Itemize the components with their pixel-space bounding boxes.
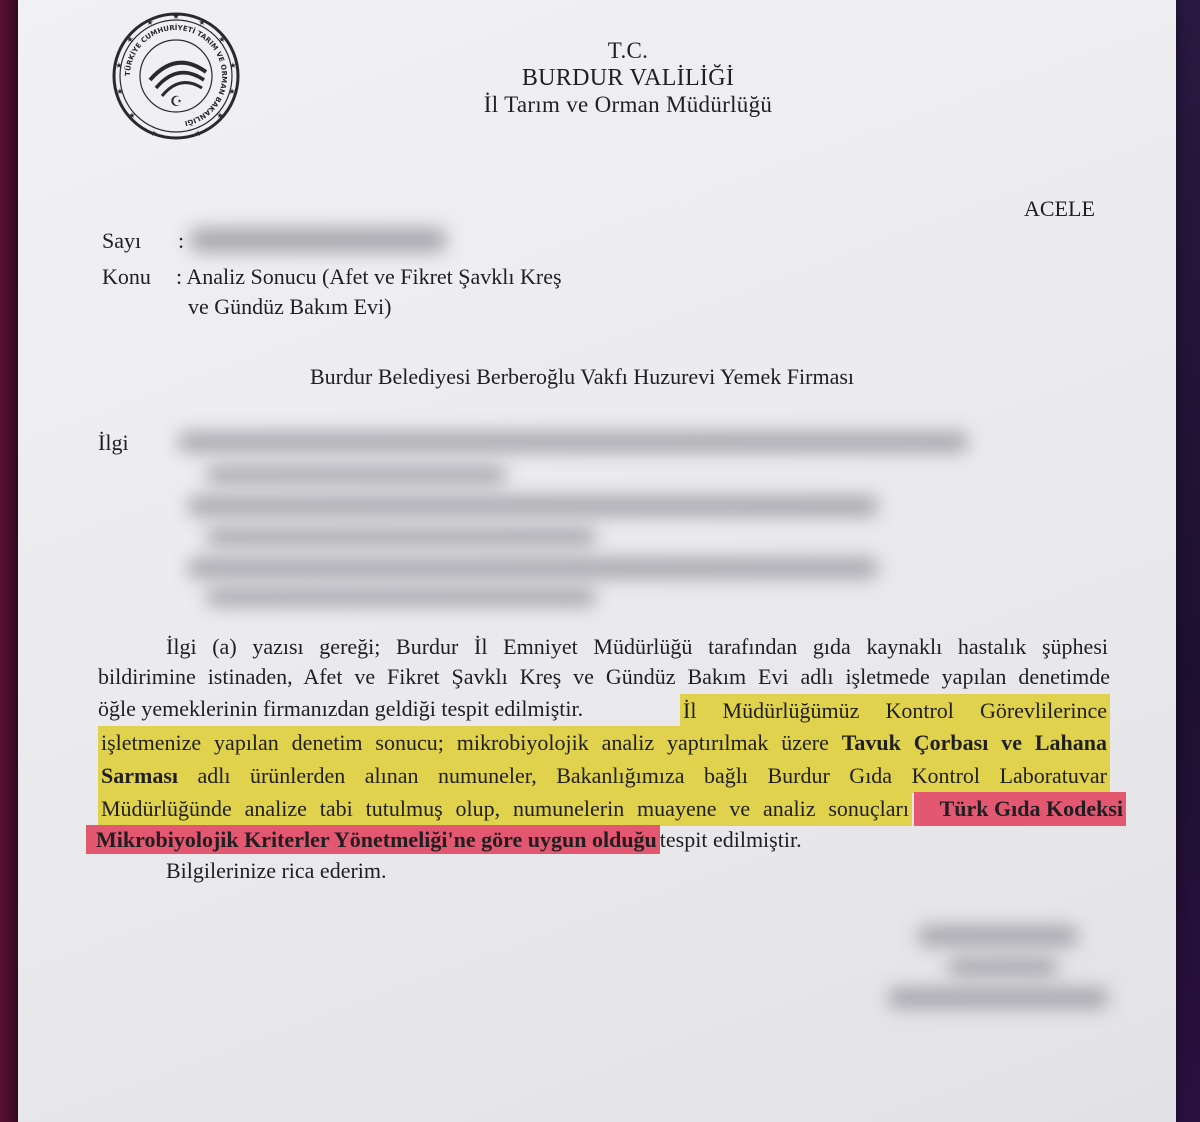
body-line-4 bbox=[98, 726, 1110, 756]
svg-text:★: ★ bbox=[128, 111, 136, 120]
sayi-label: Sayı bbox=[102, 228, 142, 253]
product-names-1: Tavuk Çorbası ve Lahana bbox=[841, 730, 1107, 755]
svg-text:★: ★ bbox=[216, 111, 224, 120]
redacted-signer-name bbox=[918, 926, 1078, 946]
redacted-ilgi-c-line-1 bbox=[188, 558, 878, 578]
redacted-ilgi-a-line-1 bbox=[178, 432, 968, 452]
svg-text:★: ★ bbox=[146, 18, 154, 27]
redacted-ilgi-c-line-2 bbox=[206, 588, 596, 606]
svg-text:★: ★ bbox=[218, 35, 226, 44]
body-line-1: İlgi (a) yazısı gereği; Burdur İl Emniyet Müdürlüğü tarafından gıda kaynaklı hastalık şüphesi bbox=[166, 634, 1108, 659]
body-line-7-plain: tespit edilmiştir. bbox=[659, 827, 802, 852]
svg-text:★: ★ bbox=[126, 35, 134, 44]
ministry-seal-icon bbox=[110, 10, 242, 142]
svg-text:★: ★ bbox=[172, 12, 180, 21]
body-line-3-plain: öğle yemeklerinin firmanızdan geldiği tespit edilmiştir. bbox=[98, 696, 584, 721]
body-line-2: bildirimine istinaden, Afet ve Fikret Şavklı Kreş ve Gündüz Bakım Evi adlı işletmede yapılan denetimde bbox=[98, 664, 1110, 689]
body-line-6 bbox=[98, 792, 1123, 822]
konu-label: Konu bbox=[102, 264, 151, 289]
body-line-6-highlight: Müdürlüğünde analize tabi tutulmuş olup, numunelerin muayene ve analiz sonuçları bbox=[98, 792, 912, 826]
svg-text:★: ★ bbox=[229, 61, 237, 70]
body-line-3 bbox=[98, 694, 1110, 724]
header-tc: T.C. bbox=[607, 38, 649, 63]
redacted-ilgi-b-line-2 bbox=[206, 528, 596, 546]
product-names-2: Sarması bbox=[101, 763, 178, 788]
ilgi-label: İlgi bbox=[98, 430, 129, 455]
body-line-5-highlight: adlı ürünlerden alınan numuneler, Bakanlığımıza bağlı Burdur Gıda Kontrol Laboratuvar bbox=[178, 763, 1107, 788]
closing-sentence: Bilgilerinize rica ederim. bbox=[166, 858, 387, 883]
svg-text:★: ★ bbox=[115, 61, 123, 70]
codex-name: Türk Gıda Kodeksi bbox=[939, 796, 1123, 821]
body-line-4-highlight: işletmenize yapılan denetim sonucu; mikrobiyolojik analiz yaptırılmak üzere bbox=[101, 730, 842, 755]
header-directorate: İl Tarım ve Orman Müdürlüğü bbox=[483, 92, 773, 117]
svg-text:★: ★ bbox=[228, 87, 236, 96]
svg-text:★: ★ bbox=[116, 87, 124, 96]
svg-text:★: ★ bbox=[150, 129, 158, 138]
redacted-sayi-number bbox=[190, 228, 446, 252]
redacted-signer-title bbox=[948, 958, 1058, 976]
urgency-label: ACELE bbox=[1024, 196, 1095, 221]
header-governorship: BURDUR VALİLİĞİ bbox=[521, 65, 735, 91]
redacted-ilgi-b-line-1 bbox=[188, 496, 878, 516]
recipient: Burdur Belediyesi Berberoğlu Vakfı Huzurevi Yemek Firması bbox=[310, 364, 855, 389]
svg-text:★: ★ bbox=[194, 129, 202, 138]
redacted-ilgi-a-line-2 bbox=[206, 466, 506, 484]
konu-line-2: ve Gündüz Bakım Evi) bbox=[188, 294, 392, 319]
svg-text:★: ★ bbox=[198, 18, 206, 27]
crescent-star-icon: ☪ bbox=[170, 94, 183, 110]
body-line-7 bbox=[86, 825, 1098, 855]
sayi-colon: : bbox=[178, 228, 185, 253]
seal-text: TÜRKİYE CUMHURİYETİ TARIM VE ORMAN BAKANLIĞI bbox=[123, 23, 229, 128]
conclusion-highlight: Mikrobiyolojik Kriterler Yönetmeliği'ne göre uygun olduğu bbox=[96, 827, 657, 852]
body-line-5 bbox=[98, 759, 1110, 789]
redacted-signer-unit bbox=[888, 988, 1108, 1008]
document-page bbox=[18, 0, 1176, 1122]
highlight-inspection: İl Müdürlüğümüz Kontrol Görevlilerince bbox=[680, 694, 1110, 728]
konu-line-1: : Analiz Sonucu (Afet ve Fikret Şavklı Kreş bbox=[176, 264, 562, 289]
